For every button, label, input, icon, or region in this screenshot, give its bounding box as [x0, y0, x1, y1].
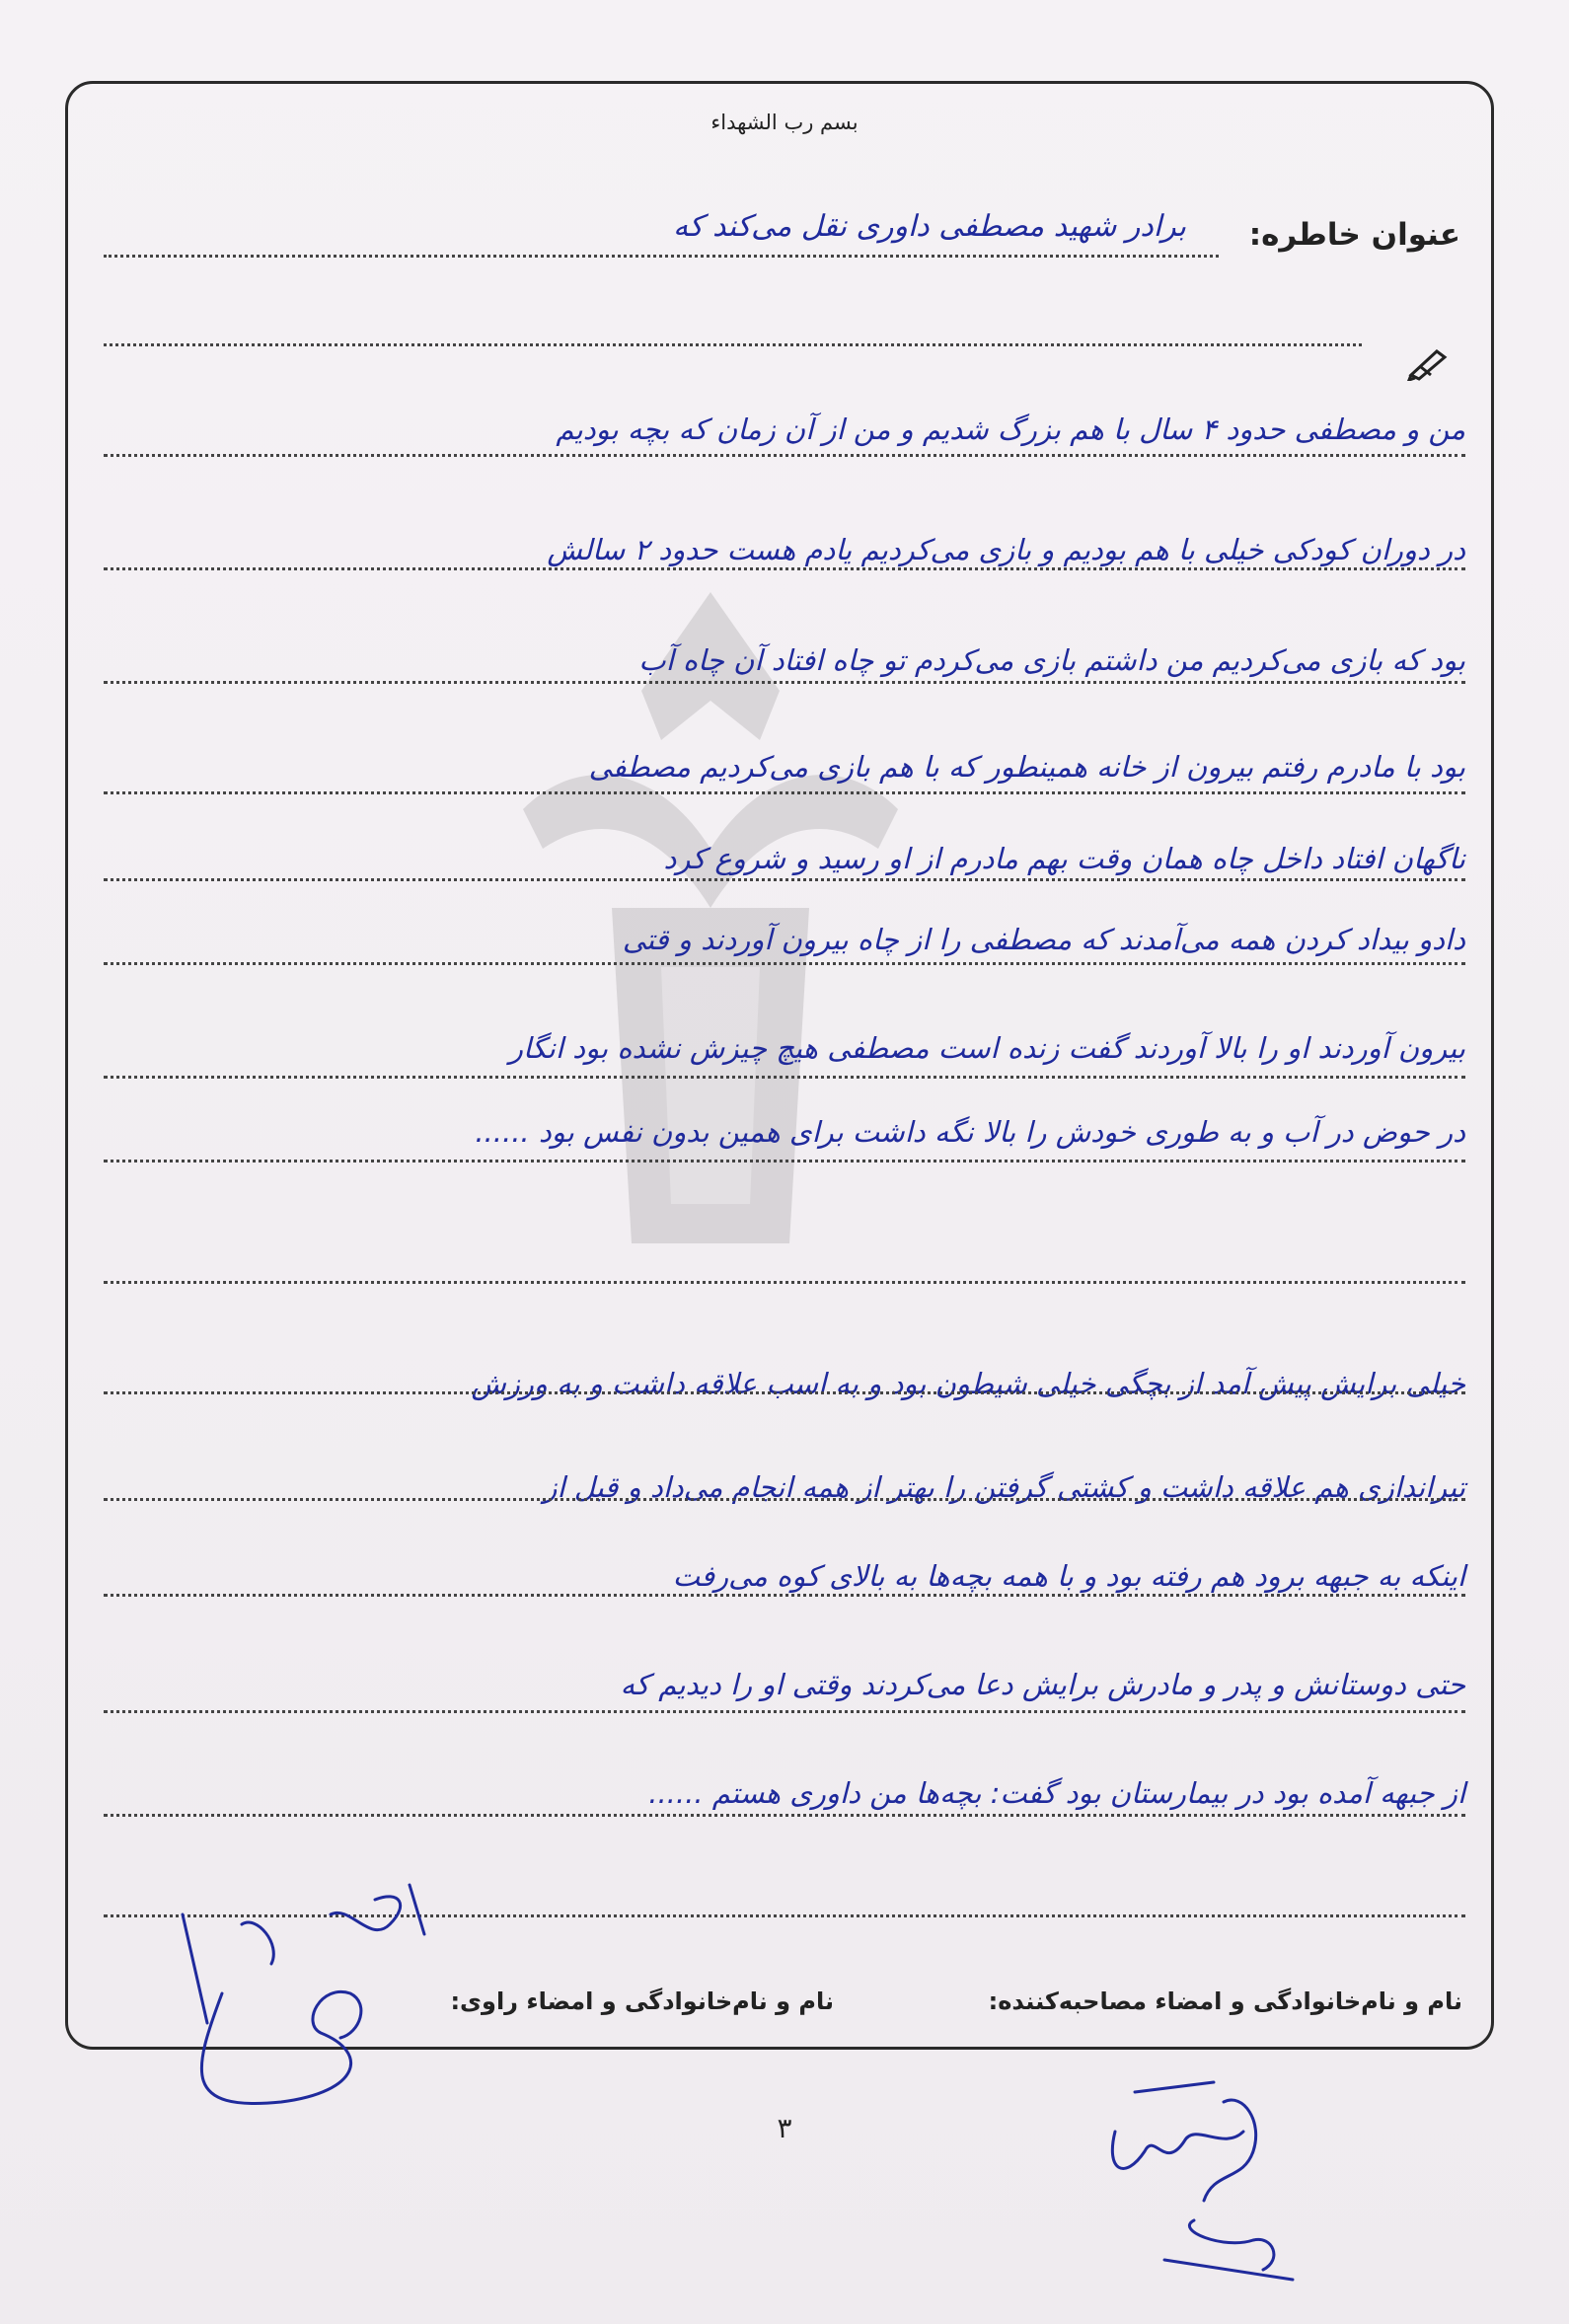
body-line-12: حتی دوستانش و پدر و مادرش برایش دعا می‌کردند وقتی او را دیدیم که	[620, 1668, 1465, 1701]
body-rule-4	[104, 791, 1465, 794]
body-rule-11	[104, 1594, 1465, 1597]
body-rule-3	[104, 681, 1465, 684]
interviewer-signature	[1076, 2053, 1332, 2309]
body-line-13: از جبهه آمده بود در بیمارستان بود گفت: بچه‌ها من داوری هستم ......	[648, 1776, 1465, 1810]
subject-text: برادر شهید مصطفی داوری نقل می‌کند که	[673, 209, 1186, 244]
body-rule-1	[104, 454, 1465, 457]
body-rule-13	[104, 1814, 1465, 1817]
body-line-1: من و مصطفی حدود ۴ سال با هم بزرگ شدیم و من از آن زمان که بچه بودیم	[556, 412, 1465, 446]
page-number: ۳	[777, 2112, 792, 2144]
blank-rule	[104, 1281, 1465, 1284]
pen-icon	[1407, 345, 1453, 381]
body-rule-9	[104, 1391, 1465, 1394]
body-line-9: خیلی برایش پیش آمد از بچگی خیلی شیطون بود و به اسب علاقه داشت و به ورزش	[471, 1367, 1465, 1400]
pen-rule	[104, 343, 1362, 346]
header-title: بسم رب الشهداء	[710, 111, 859, 134]
subject-label: عنوان خاطره:	[1248, 217, 1460, 253]
body-line-2: در دوران کودکی خیلی با هم بودیم و بازی می‌کردیم یادم هست حدود ۲ سالش	[547, 533, 1465, 566]
body-line-10: تیراندازی هم علاقه داشت و کشتی گرفتن را بهتر از همه انجام می‌داد و قبل از	[543, 1470, 1465, 1504]
body-rule-7	[104, 1076, 1465, 1079]
page-frame	[65, 81, 1494, 2050]
body-rule-2	[104, 567, 1465, 570]
body-line-7: بیرون آوردند او را بالا آوردند گفت زنده است مصطفی هیچ چیزش نشده بود انگار	[508, 1031, 1465, 1065]
body-rule-12	[104, 1710, 1465, 1713]
narrator-signature	[163, 1875, 459, 2122]
body-line-6: دادو بیداد کردن همه می‌آمدند که مصطفی را از چاه بیرون آوردند و قتی	[622, 923, 1465, 956]
body-rule-6	[104, 962, 1465, 965]
body-line-4: بود با مادرم رفتم بیرون از خانه همینطور که با هم بازی می‌کردیم مصطفی	[588, 750, 1465, 784]
body-rule-10	[104, 1498, 1465, 1501]
body-rule-8	[104, 1160, 1465, 1162]
narrator-signature-label: نام و نام‌خانوادگی و امضاء راوی:	[450, 1987, 834, 2015]
body-line-3: بود که بازی می‌کردیم من داشتم بازی می‌کردم تو چاه افتاد آن چاه آب	[638, 643, 1465, 677]
subject-rule	[104, 255, 1219, 258]
body-line-5: ناگهان افتاد داخل چاه همان وقت بهم مادرم از او رسید و شروع کرد	[663, 842, 1465, 875]
interviewer-signature-label: نام و نام‌خانوادگی و امضاء مصاحبه‌کننده:	[988, 1987, 1462, 2015]
body-line-11: اینکه به جبهه برود هم رفته بود و با همه بچه‌ها به بالای کوه می‌رفت	[672, 1559, 1465, 1593]
body-rule-5	[104, 878, 1465, 881]
body-line-8: در حوض در آب و به طوری خودش را بالا نگه داشت برای همین بدون نفس بود ......	[475, 1115, 1465, 1149]
